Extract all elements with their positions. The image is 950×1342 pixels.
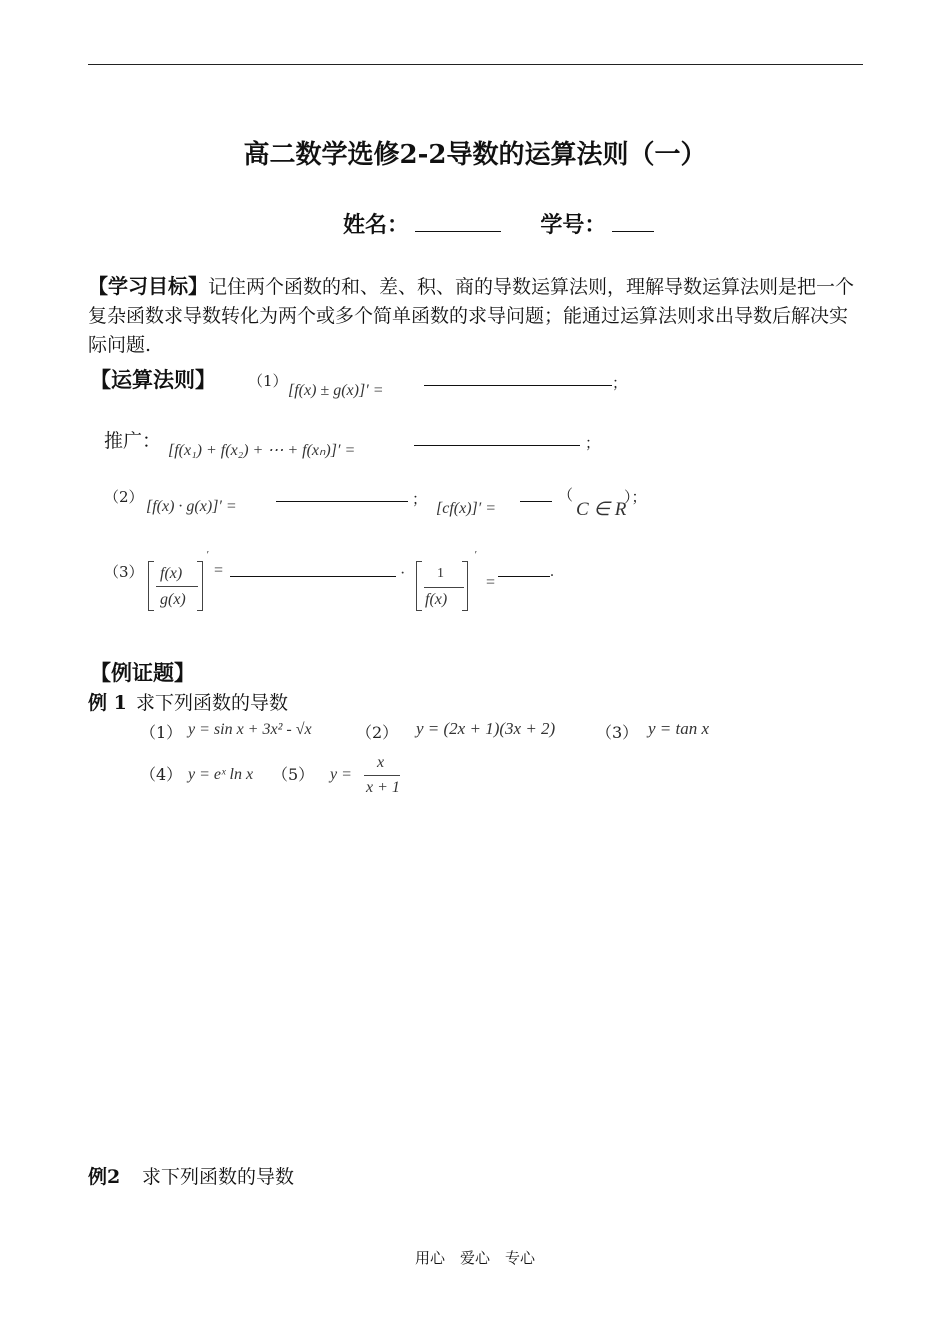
- example1-item2-expr: y = (2x + 1)(3x + 2): [416, 719, 556, 738]
- generalization-answer-line[interactable]: [414, 445, 580, 446]
- rule3-right-bracket: [197, 561, 203, 611]
- rule2-semicolon: ；: [412, 490, 428, 508]
- example1-item5-label: （5）: [272, 765, 315, 784]
- example2-label: 例2: [88, 1166, 121, 1188]
- rule3-numerator: f(x): [160, 565, 183, 582]
- rule3-prime: ′: [206, 549, 209, 561]
- rule3-left-bracket: [148, 561, 154, 611]
- rule2b-answer-line[interactable]: [520, 501, 552, 502]
- rule3-separator: ·: [400, 565, 406, 582]
- example1-text: 求下列函数的导数: [136, 692, 289, 714]
- rule2b-cond-open: （: [558, 486, 574, 504]
- rule1-expr: [f(x) ± g(x)]′ =: [288, 382, 384, 399]
- header-rule: [88, 64, 863, 65]
- learning-goal: [88, 272, 863, 360]
- rule3b-left-bracket: [416, 561, 422, 611]
- example1-item1-label: （1）: [140, 723, 183, 742]
- example1-item5-denominator: x + 1: [366, 779, 400, 796]
- page-title: 高二数学选修2-2导数的运算法则（一）: [243, 140, 707, 170]
- example1-item4-label: （4）: [140, 765, 183, 784]
- rule2-expr: [f(x) · g(x)]′ =: [146, 498, 237, 515]
- rule3b-equals: =: [486, 574, 496, 591]
- rules-heading: 【运算法则】: [90, 367, 216, 392]
- name-id-row: [343, 208, 660, 239]
- rule3-denominator: g(x): [160, 591, 186, 608]
- example2-text: 求下列函数的导数: [142, 1166, 295, 1188]
- rule3-label: （3）: [104, 563, 144, 581]
- rule2-label: （2）: [104, 488, 144, 506]
- rule1-semicolon: ；: [612, 374, 628, 392]
- rule3b-answer-line[interactable]: [498, 576, 550, 577]
- rule3b-numerator: 1: [437, 566, 444, 581]
- rule1-label: （1）: [248, 372, 288, 390]
- example1-item3-label: （3）: [596, 723, 639, 742]
- example1-item5-numerator: x: [377, 754, 385, 771]
- rule3-fraction-bar: [156, 586, 198, 587]
- example1-item3-expr: y = tan x: [648, 719, 710, 738]
- rule2b-expr: [cf(x)]′ =: [436, 500, 497, 517]
- examples-heading: 【例证题】: [90, 660, 195, 685]
- example1-item2-label: （2）: [356, 723, 399, 742]
- rule2b-cond: C ∈ R: [576, 499, 627, 520]
- generalization-label: 推广：: [104, 430, 162, 452]
- rule2-answer-line[interactable]: [276, 501, 408, 502]
- rule1-answer-line[interactable]: [424, 385, 612, 386]
- generalization-semicolon: ；: [585, 434, 601, 452]
- generalization-expr: [f(x₁) + f(x₂) + ⋯ + f(xₙ)]′ =: [168, 442, 356, 459]
- rule3b-denominator: f(x): [425, 591, 448, 608]
- example1-item5-fraction-bar: [364, 775, 400, 776]
- rule3b-fraction-bar: [424, 587, 464, 588]
- rule3b-period: .: [550, 563, 554, 580]
- id-label: 学号：: [540, 212, 607, 238]
- rule3b-right-bracket: [462, 561, 468, 611]
- goal-text: 记住两个函数的和、差、积、商的导数运算法则，理解导数运算法则是把一个复杂函数求导数转化为两个或多个简单函数的求导问题；能通过运算法则求出导数后解决实际问题.: [88, 276, 855, 356]
- example1-item4-expr: y = eˣ ln x: [188, 766, 254, 783]
- example1-item5-lhs: y =: [330, 766, 352, 783]
- goal-heading: 【学习目标】: [88, 274, 208, 298]
- rule2b-cond-close: ）；: [624, 488, 647, 506]
- example1-label: 例 1: [88, 692, 127, 714]
- rule3b-prime: ′: [474, 549, 477, 561]
- name-label: 姓名：: [343, 212, 410, 238]
- rule3-equals: =: [214, 562, 224, 579]
- id-blank[interactable]: [612, 209, 654, 232]
- example1-item1-expr: y = sin x + 3x² - √x: [188, 721, 312, 738]
- rule3-answer-line[interactable]: [230, 576, 396, 577]
- name-blank[interactable]: [415, 209, 501, 232]
- page-footer: 用心 爱心 专心: [414, 1249, 535, 1267]
